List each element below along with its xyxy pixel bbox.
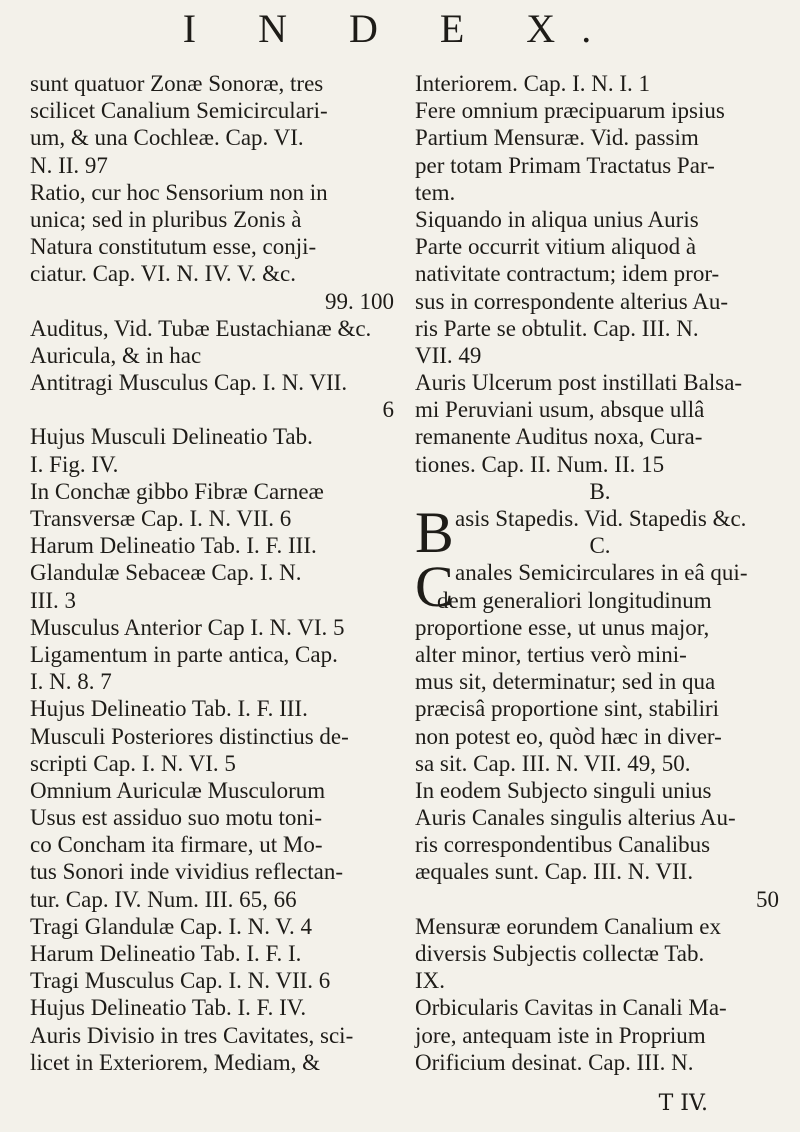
- index-line: sunt quatuor Zonæ Sonoræ, tres: [30, 71, 324, 96]
- index-line: tur. Cap. IV. Num. III. 65, 66: [30, 886, 297, 912]
- left-column: [30, 70, 400, 1076]
- index-line: ris correspondentibus Canalibus: [415, 832, 711, 858]
- index-line: dem generaliori longitudinum: [437, 587, 712, 613]
- index-line: Auris Canales singulis alterius Au-: [415, 805, 736, 831]
- index-line: Usus est assiduo suo motu toni-: [30, 805, 322, 831]
- index-line: mus sit, determinatur; sed in qua: [415, 669, 716, 695]
- index-line: Tragi Musculus Cap. I. N. VII. 6: [30, 968, 331, 994]
- index-line: tiones. Cap. II. Num. II. 15: [415, 451, 665, 477]
- index-line: per totam Primam Tractatus Par-: [415, 152, 715, 178]
- index-line: Transversæ Cap. I. N. VII. 6: [30, 506, 292, 531]
- index-line: Hujus Musculi Delineatio Tab.: [30, 424, 313, 450]
- index-line: scilicet Canalium Semicirculari-: [30, 98, 328, 124]
- index-line: Hujus Delineatio Tab. I. F. III.: [30, 696, 308, 722]
- drop-cap: C: [415, 554, 454, 620]
- index-line: C.: [589, 533, 611, 559]
- index-line-text: asis Stapedis. Vid. Stapedis &c.: [455, 506, 747, 531]
- index-line: tus Sonori inde vividius reflectan-: [30, 859, 343, 885]
- index-line: scripti Cap. I. N. VI. 5: [30, 750, 236, 776]
- index-line: Partium Mensuræ. Vid. passim: [415, 125, 699, 151]
- index-line: mi Peruviani usum, absque ullâ: [415, 397, 705, 423]
- index-line: Harum Delineatio Tab. I. F. III.: [30, 533, 317, 559]
- index-line: um, & una Cochleæ. Cap. VI.: [30, 125, 304, 151]
- index-line: 99. 100: [325, 288, 394, 314]
- index-line: præcisâ proportione sint, stabiliri: [415, 696, 720, 722]
- index-line: IX.: [415, 968, 446, 994]
- index-line: Auris Divisio in tres Cavitates, sci-: [30, 1022, 354, 1048]
- index-line: In Conchæ gibbo Fibræ Carneæ: [30, 478, 324, 504]
- index-line-text: anales Semicirculares in eâ qui-: [455, 560, 748, 586]
- index-line: Auris Ulcerum post instillati Balsa-: [415, 370, 743, 396]
- index-header: I N D E X.: [182, 6, 618, 51]
- index-line: sa sit. Cap. III. N. VII. 49, 50.: [415, 750, 691, 776]
- index-line: nativitate contractum; idem pror-: [415, 261, 720, 287]
- index-line: Auricula, & in hac: [30, 342, 202, 368]
- index-line: Interiorem. Cap. I. N. I. 1: [415, 71, 651, 96]
- index-line: licet in Exteriorem, Mediam, &: [30, 1049, 320, 1075]
- index-line: remanente Auditus noxa, Cura-: [415, 424, 703, 450]
- drop-cap: B: [415, 500, 454, 565]
- index-line: Antitragi Musculus Cap. I. N. VII.: [30, 370, 348, 396]
- catchword: T IV.: [658, 1091, 708, 1116]
- index-line: N. II. 97: [30, 152, 108, 178]
- index-line: alter minor, tertius verò mini-: [415, 641, 687, 667]
- index-line: diversis Subjectis collectæ Tab.: [415, 941, 705, 966]
- index-line: sus in correspondente alterius Au-: [415, 288, 728, 314]
- index-line: Fere omnium præcipuarum ipsius: [415, 98, 725, 124]
- index-line: In eodem Subjecto singuli unius: [415, 777, 712, 803]
- index-line: B.: [589, 478, 611, 504]
- index-line: Omnium Auriculæ Musculorum: [30, 777, 326, 803]
- index-line: Natura constitutum esse, conji-: [30, 234, 317, 260]
- index-line: III. 3: [30, 587, 76, 613]
- index-line: Mensuræ eorundem Canalium ex: [415, 913, 721, 939]
- index-line: Auditus, Vid. Tubæ Eustachianæ &c.: [30, 315, 372, 341]
- index-line: 6: [382, 397, 394, 423]
- index-line: jore, antequam iste in Proprium: [415, 1022, 706, 1048]
- index-line: I. Fig. IV.: [30, 451, 119, 477]
- right-column: [415, 70, 785, 1076]
- index-line: Orbicularis Cavitas in Canali Ma-: [415, 995, 727, 1021]
- index-line: Glandulæ Sebaceæ Cap. I. N.: [30, 560, 302, 586]
- index-line: unica; sed in pluribus Zonis à: [30, 206, 302, 232]
- index-line: I. N. 8. 7: [30, 669, 112, 695]
- index-line: 50: [756, 886, 779, 912]
- index-line: Musculi Posteriores distinctius de-: [30, 723, 349, 749]
- index-line: ris Parte se obtulit. Cap. III. N.: [415, 315, 699, 341]
- index-line: proportione esse, ut unus major,: [415, 614, 710, 640]
- index-line: Parte occurrit vitium aliquod à: [415, 234, 697, 260]
- index-line: æquales sunt. Cap. III. N. VII.: [415, 859, 694, 885]
- index-line: Musculus Anterior Cap I. N. VI. 5: [30, 614, 345, 640]
- index-line: [415, 500, 785, 565]
- index-line: Orificium desinat. Cap. III. N.: [415, 1049, 694, 1075]
- index-line: non potest eo, quòd hæc in diver-: [415, 723, 722, 749]
- index-line: co Concham ita firmare, ut Mo-: [30, 832, 323, 858]
- index-line: VII. 49: [415, 342, 482, 368]
- index-line: ciatur. Cap. VI. N. IV. V. &c.: [30, 261, 296, 287]
- index-line: Ligamentum in parte antica, Cap.: [30, 641, 338, 667]
- index-line: Tragi Glandulæ Cap. I. N. V. 4: [30, 913, 312, 939]
- index-line: Ratio, cur hoc Sensorium non in: [30, 179, 328, 205]
- index-line: Siquando in aliqua unius Auris: [415, 206, 699, 232]
- index-line: Hujus Delineatio Tab. I. F. IV.: [30, 995, 307, 1021]
- index-line: Harum Delineatio Tab. I. F. I.: [30, 941, 302, 966]
- index-line: tem.: [415, 179, 456, 205]
